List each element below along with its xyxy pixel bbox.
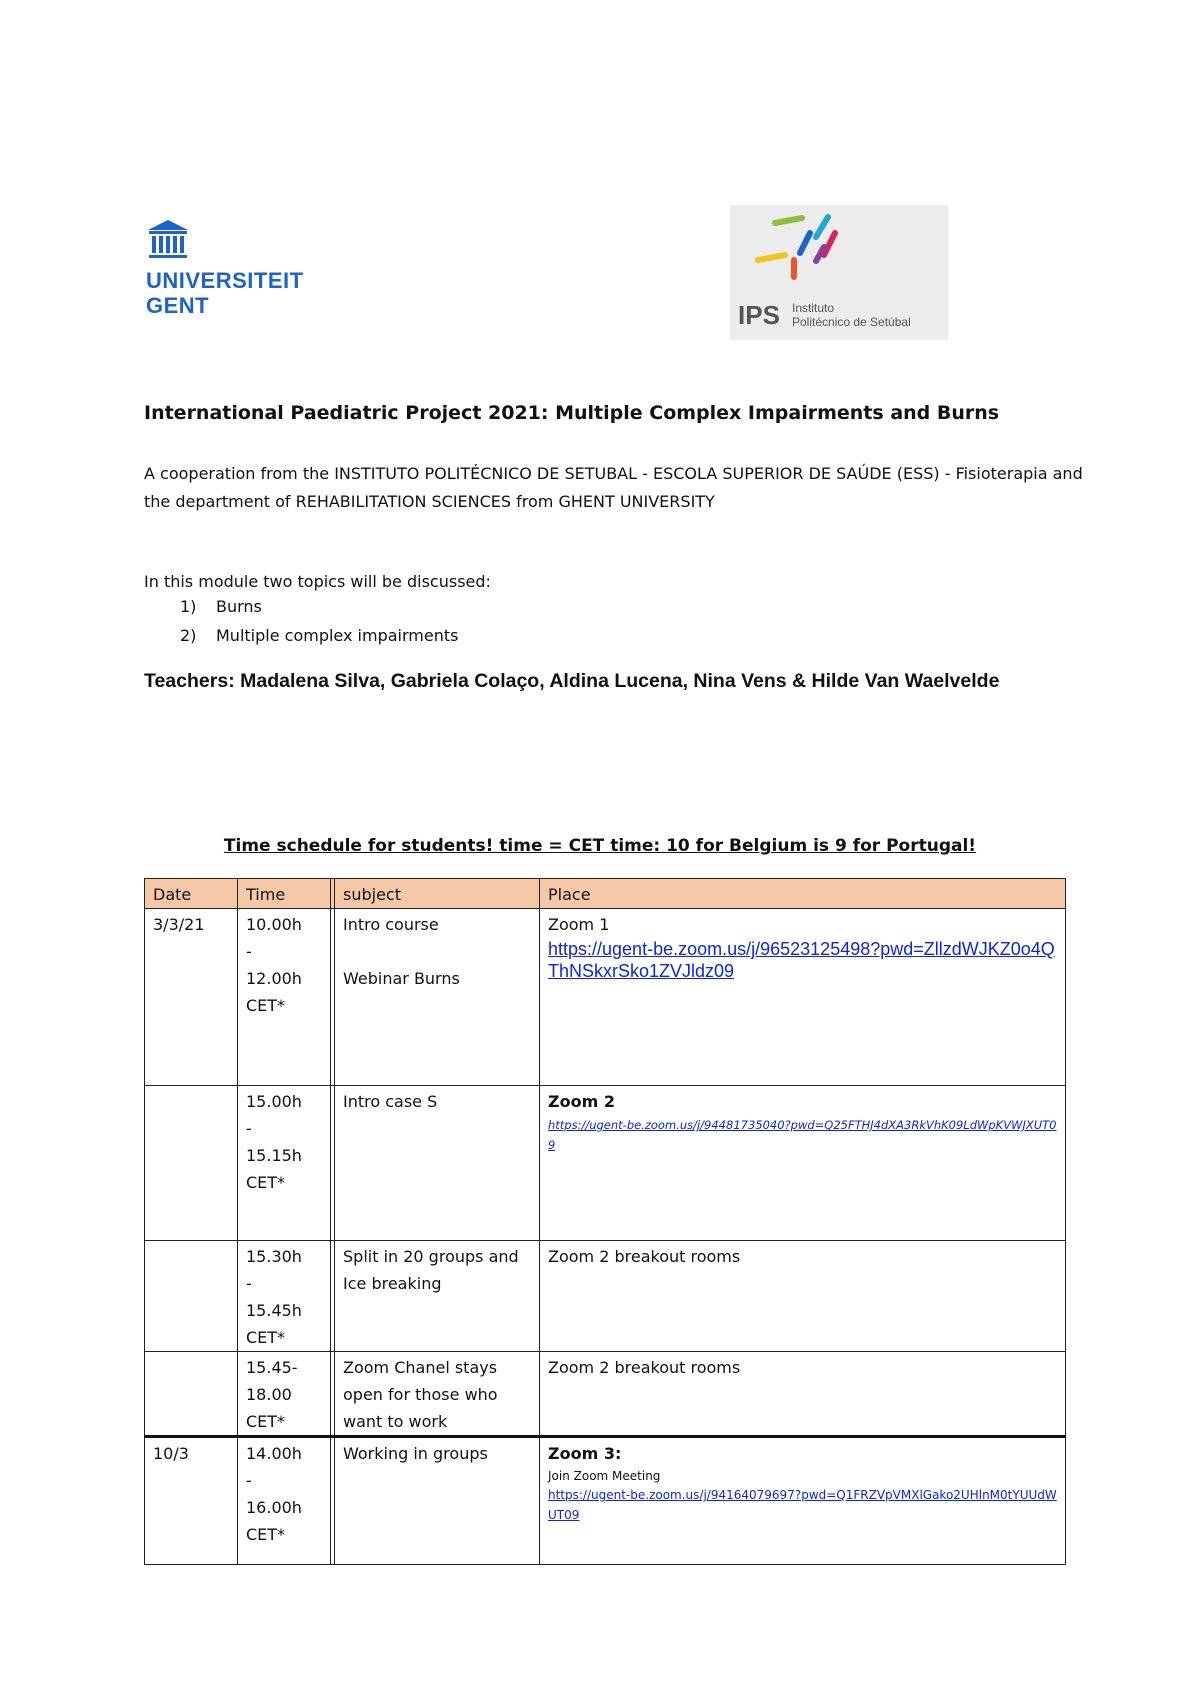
cell-place: Zoom 2 breakout rooms <box>540 1241 1066 1352</box>
ugent-line1: UNIVERSITEIT <box>146 268 304 293</box>
cell-date <box>145 1352 238 1437</box>
cell-time <box>238 1437 331 1565</box>
teachers-line: Teachers: Madalena Silva, Gabriela Colaço, Aldina Lucena, Nina Vens & Hilde Van Waelvelde <box>144 670 1000 692</box>
time-line: 15.15h <box>246 1146 302 1165</box>
header-subject: subject <box>335 879 540 909</box>
cell-place <box>540 1437 1066 1565</box>
cell-date <box>145 1086 238 1241</box>
ips-name-line1: Instituto <box>792 301 835 315</box>
table-row <box>145 909 1066 1086</box>
ugent-line2: GENT <box>146 293 210 318</box>
list-item <box>180 621 458 650</box>
table-header-row <box>145 879 1066 909</box>
time-line: CET* <box>246 996 286 1015</box>
place-label: Zoom 3: <box>548 1444 622 1463</box>
intro-text: In this module two topics will be discussed: <box>144 572 491 591</box>
ips-abbreviation: IPS <box>738 300 780 330</box>
schedule-table <box>144 878 1066 1565</box>
cell-date: 3/3/21 <box>145 909 238 1086</box>
place-label: Zoom 2 <box>548 1092 615 1111</box>
table-row <box>145 1437 1066 1565</box>
document-title: International Paediatric Project 2021: Multiple Complex Impairments and Burns <box>144 402 1000 424</box>
cell-time <box>238 1352 331 1437</box>
time-line: 15.45- <box>246 1358 298 1377</box>
schedule-title: Time schedule for students! time = CET time: 10 for Belgium is 9 for Portugal! <box>223 836 977 856</box>
time-line: 12.00h <box>246 969 302 988</box>
cooperation-text: A cooperation from the INSTITUTO POLITÉCNICO DE SETUBAL - ESCOLA SUPERIOR DE SAÚDE (ESS) - Fisioterapia and the department of REHABILITATION SCIENCES from GHENT UNIVERSITY <box>144 464 1083 511</box>
ips-full-name <box>792 301 911 329</box>
cell-place <box>540 1086 1066 1241</box>
cell-place <box>540 909 1066 1086</box>
cell-subject <box>335 909 540 1086</box>
time-line: 15.45h <box>246 1301 302 1320</box>
list-item <box>180 592 458 621</box>
topic-label: Multiple complex impairments <box>216 626 459 645</box>
cell-time <box>238 1241 331 1352</box>
topic-label: Burns <box>216 597 262 616</box>
time-line: - <box>246 1119 252 1138</box>
cell-date <box>145 1241 238 1352</box>
cell-subject: Intro case S <box>335 1086 540 1241</box>
time-line: CET* <box>246 1525 286 1544</box>
university-building-icon <box>146 218 190 264</box>
zoom-link[interactable]: https://ugent-be.zoom.us/j/94164079697?pwd=Q1FRZVpVMXlGako2UHlnM0tYUUdWUT09 <box>548 1488 1057 1522</box>
time-line: 15.30h <box>246 1247 302 1266</box>
list-number: 2) <box>180 626 197 645</box>
time-line: CET* <box>246 1173 286 1192</box>
table-row <box>145 1352 1066 1437</box>
header-place: Place <box>540 879 1066 909</box>
list-number: 1) <box>180 597 197 616</box>
time-line: - <box>246 1274 252 1293</box>
header-date: Date <box>145 879 238 909</box>
time-line: 16.00h <box>246 1498 302 1517</box>
time-line: - <box>246 942 252 961</box>
topic-list <box>180 592 458 650</box>
time-line: 18.00 <box>246 1385 292 1404</box>
table-row <box>145 1086 1066 1241</box>
ugent-logo <box>146 218 304 318</box>
cell-place: Zoom 2 breakout rooms <box>540 1352 1066 1437</box>
cell-time <box>238 1086 331 1241</box>
zoom-link[interactable]: https://ugent-be.zoom.us/j/94481735040?pwd=Q25FTHJ4dXA3RkVhK09LdWpKVWJXUT09 <box>548 1118 1057 1152</box>
cell-time <box>238 909 331 1086</box>
time-line: 15.00h <box>246 1092 302 1111</box>
place-label: Zoom 1 <box>548 915 610 934</box>
ips-logo <box>730 205 948 340</box>
header-time: Time <box>238 879 331 909</box>
subject-line: Webinar Burns <box>343 969 460 988</box>
ips-arrows-icon <box>730 205 948 295</box>
time-line: 14.00h <box>246 1444 302 1463</box>
time-line: - <box>246 1471 252 1490</box>
cell-date: 10/3 <box>145 1437 238 1565</box>
time-line: CET* <box>246 1328 286 1347</box>
time-line: CET* <box>246 1412 286 1431</box>
cell-subject: Zoom Chanel stays open for those who want to work <box>335 1352 540 1437</box>
ips-name-line2: Politécnico de Setúbal <box>792 315 911 329</box>
time-line: 10.00h <box>246 915 302 934</box>
cell-subject: Split in 20 groups and Ice breaking <box>335 1241 540 1352</box>
table-row <box>145 1241 1066 1352</box>
cell-subject: Working in groups <box>335 1437 540 1565</box>
zoom-link[interactable]: https://ugent-be.zoom.us/j/96523125498?pwd=ZllzdWJKZ0o4QThNSkxrSko1ZVJldz09 <box>548 939 1055 981</box>
place-note: Join Zoom Meeting <box>548 1469 661 1483</box>
subject-line: Intro course <box>343 915 439 934</box>
